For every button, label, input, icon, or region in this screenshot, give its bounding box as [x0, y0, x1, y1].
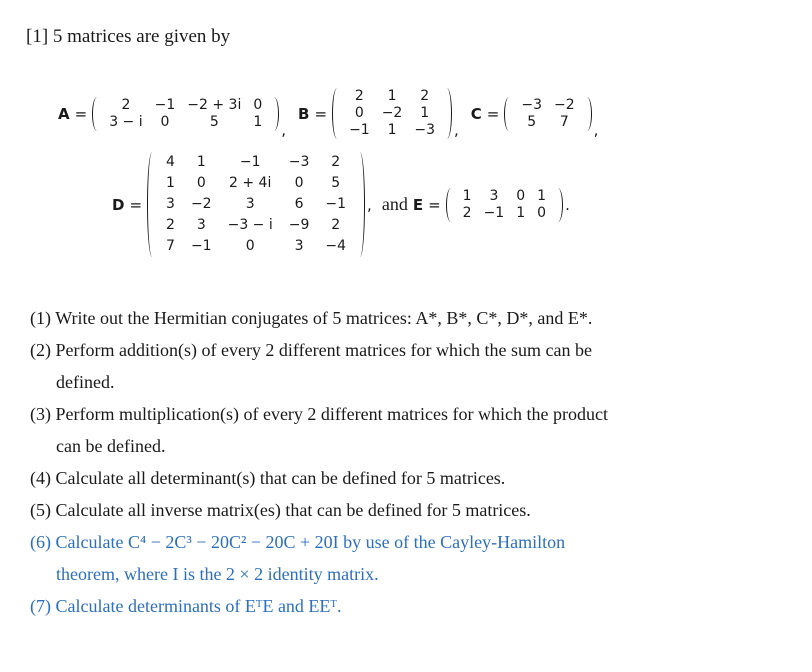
matrix-E-name: E	[412, 195, 424, 214]
matrix-B-entry: −2	[381, 105, 403, 121]
question-item	[30, 334, 800, 398]
matrix-E-entry: 2	[462, 204, 472, 221]
question-item	[30, 494, 800, 526]
matrix-D-entry: 2	[331, 217, 341, 233]
matrix-C	[471, 97, 592, 131]
matrix-B-body	[343, 88, 441, 139]
matrix-B-entry: 2	[420, 88, 430, 104]
question-text: Calculate all inverse matrix(es) that can be defined for 5 matrices.	[55, 500, 531, 520]
matrix-B-entry: 0	[354, 105, 364, 121]
matrix-E-entry: 1	[462, 187, 472, 204]
comma: ,	[367, 195, 372, 214]
matrix-B-entry: 1	[387, 122, 397, 138]
equals-sign: =	[314, 104, 328, 123]
matrix-E-row	[457, 205, 552, 222]
matrix-A-entry: −2 + 3i	[187, 96, 242, 113]
matrix-C-entry: −2	[554, 96, 575, 113]
question-line	[30, 398, 800, 430]
equals-sign: =	[74, 104, 88, 123]
matrix-D-entry: 0	[245, 238, 255, 254]
question-text: Perform multiplication(s) of every 2 different matrices for which the product	[55, 404, 608, 424]
problem-heading: [1] 5 matrices are given by	[26, 26, 231, 47]
matrix-D-entry: 7	[166, 238, 175, 254]
question-number: (2)	[30, 340, 51, 360]
matrix-D-entry: 2	[331, 154, 341, 170]
matrix-D-entry: 0	[294, 175, 304, 191]
matrix-A	[58, 97, 279, 131]
question-text: Calculate determinants of EᵀE and EEᵀ.	[55, 596, 342, 616]
matrix-A-row	[103, 114, 268, 131]
question-text: Calculate C⁴ − 2C³ − 20C² − 20C + 20I by use of the Cayley-Hamilton	[55, 532, 566, 552]
matrix-D-entry: 1	[166, 175, 175, 191]
matrix-D-entry: −9	[288, 217, 310, 233]
matrix-E-entry: −1	[483, 204, 505, 221]
matrix-C-row	[515, 97, 580, 114]
matrix-A-name: A	[58, 104, 70, 123]
question-item	[30, 590, 800, 622]
matrix-A-entry: 0	[160, 113, 170, 130]
matrix-C-entry: 7	[559, 113, 569, 130]
question-number: (6)	[30, 532, 51, 552]
matrix-C-entry: −3	[521, 96, 542, 113]
matrix-B	[298, 88, 452, 139]
question-list	[30, 302, 800, 622]
question-continuation: theorem, where I is the 2 × 2 identity matrix.	[56, 564, 379, 584]
matrix-D-entry: 6	[294, 196, 304, 212]
matrix-D-entry: 3	[166, 196, 175, 212]
period: .	[565, 195, 570, 214]
question-text: Calculate all determinant(s) that can be defined for 5 matrices.	[55, 468, 506, 488]
matrix-B-name: B	[298, 104, 310, 123]
question-continuation: can be defined.	[56, 436, 166, 456]
matrix-E-entry: 1	[537, 187, 547, 204]
matrix-D-entry: 3	[245, 196, 255, 212]
matrix-C-name: C	[470, 104, 482, 123]
matrix-E-entry: 0	[537, 204, 547, 221]
question-item	[30, 302, 800, 334]
matrix-B-entry: −3	[414, 122, 435, 138]
comma: ,	[593, 121, 599, 139]
matrix-D-entry: −3	[288, 154, 310, 170]
question-line	[30, 590, 800, 622]
matrix-B-entry: 1	[387, 88, 397, 104]
matrix-B-row	[343, 88, 441, 105]
matrix-E	[413, 188, 563, 222]
question-number: (3)	[30, 404, 51, 424]
matrix-row-2	[112, 152, 574, 257]
matrix-A-row	[103, 97, 268, 114]
matrix-A-entry: 2	[121, 96, 131, 113]
matrix-D-entry: −3 − i	[227, 217, 273, 233]
matrix-D-entry: −4	[325, 238, 347, 254]
matrix-D-row	[158, 215, 354, 236]
matrix-E-body	[457, 188, 552, 222]
matrix-D-entry: 5	[331, 175, 341, 191]
question-line	[30, 526, 800, 558]
matrix-A-entry: 3 − i	[109, 113, 143, 130]
question-text: Write out the Hermitian conjugates of 5 matrices: A*, B*, C*, D*, and E*.	[55, 308, 593, 328]
matrix-B-row	[343, 105, 441, 122]
question-number: (7)	[30, 596, 51, 616]
matrix-C-body	[515, 97, 580, 131]
matrix-E-entry: 0	[516, 187, 526, 204]
question-line	[30, 302, 800, 334]
matrix-E-entry: 1	[516, 204, 526, 221]
and-word: and	[381, 194, 408, 214]
matrix-A-entry: −1	[154, 96, 176, 113]
matrix-D-body	[158, 152, 354, 257]
matrix-D-entry: −1	[190, 238, 212, 254]
matrix-C-row	[515, 114, 580, 131]
matrix-D-entry: −2	[190, 196, 212, 212]
matrix-D-name: D	[112, 195, 125, 214]
matrix-D-row	[158, 236, 354, 257]
question-text: Perform addition(s) of every 2 different matrices for which the sum can be	[55, 340, 592, 360]
matrix-B-entry: 1	[420, 105, 430, 121]
matrix-A-entry: 1	[253, 113, 263, 130]
matrix-D-entry: 4	[166, 154, 175, 170]
question-number: (1)	[30, 308, 51, 328]
matrix-B-entry: −1	[349, 122, 370, 138]
question-number: (4)	[30, 468, 51, 488]
matrix-D	[112, 152, 365, 257]
matrix-B-row	[343, 122, 441, 139]
matrix-D-entry: 3	[294, 238, 304, 254]
matrix-A-entry: 5	[209, 113, 219, 130]
matrix-C-entry: 5	[527, 113, 537, 130]
equals-sign: =	[486, 104, 500, 123]
question-continuation: defined.	[56, 372, 115, 392]
matrix-D-row	[158, 194, 354, 215]
matrix-D-entry: 2 + 4i	[229, 175, 272, 191]
matrix-A-entry: 0	[253, 96, 263, 113]
matrix-D-row	[158, 152, 354, 173]
question-number: (5)	[30, 500, 51, 520]
matrix-D-entry: 3	[196, 217, 206, 233]
equals-sign: =	[428, 195, 441, 214]
question-line	[30, 462, 800, 494]
matrix-D-row	[158, 173, 354, 194]
comma: ,	[281, 121, 287, 139]
matrix-D-entry: −1	[239, 154, 261, 170]
matrix-B-entry: 2	[354, 88, 364, 104]
matrix-D-entry: −1	[325, 196, 347, 212]
question-item	[30, 398, 800, 462]
question-line	[30, 494, 800, 526]
matrix-row-1	[58, 88, 602, 139]
matrix-D-entry: 1	[196, 154, 206, 170]
matrix-D-entry: 2	[166, 217, 175, 233]
matrix-D-entry: 0	[196, 175, 206, 191]
matrix-A-body	[103, 97, 268, 131]
question-item	[30, 526, 800, 590]
question-line	[30, 334, 800, 366]
equals-sign: =	[129, 195, 143, 214]
matrix-E-entry: 3	[489, 187, 499, 204]
comma: ,	[453, 121, 459, 139]
question-item	[30, 462, 800, 494]
matrix-E-row	[457, 188, 552, 205]
